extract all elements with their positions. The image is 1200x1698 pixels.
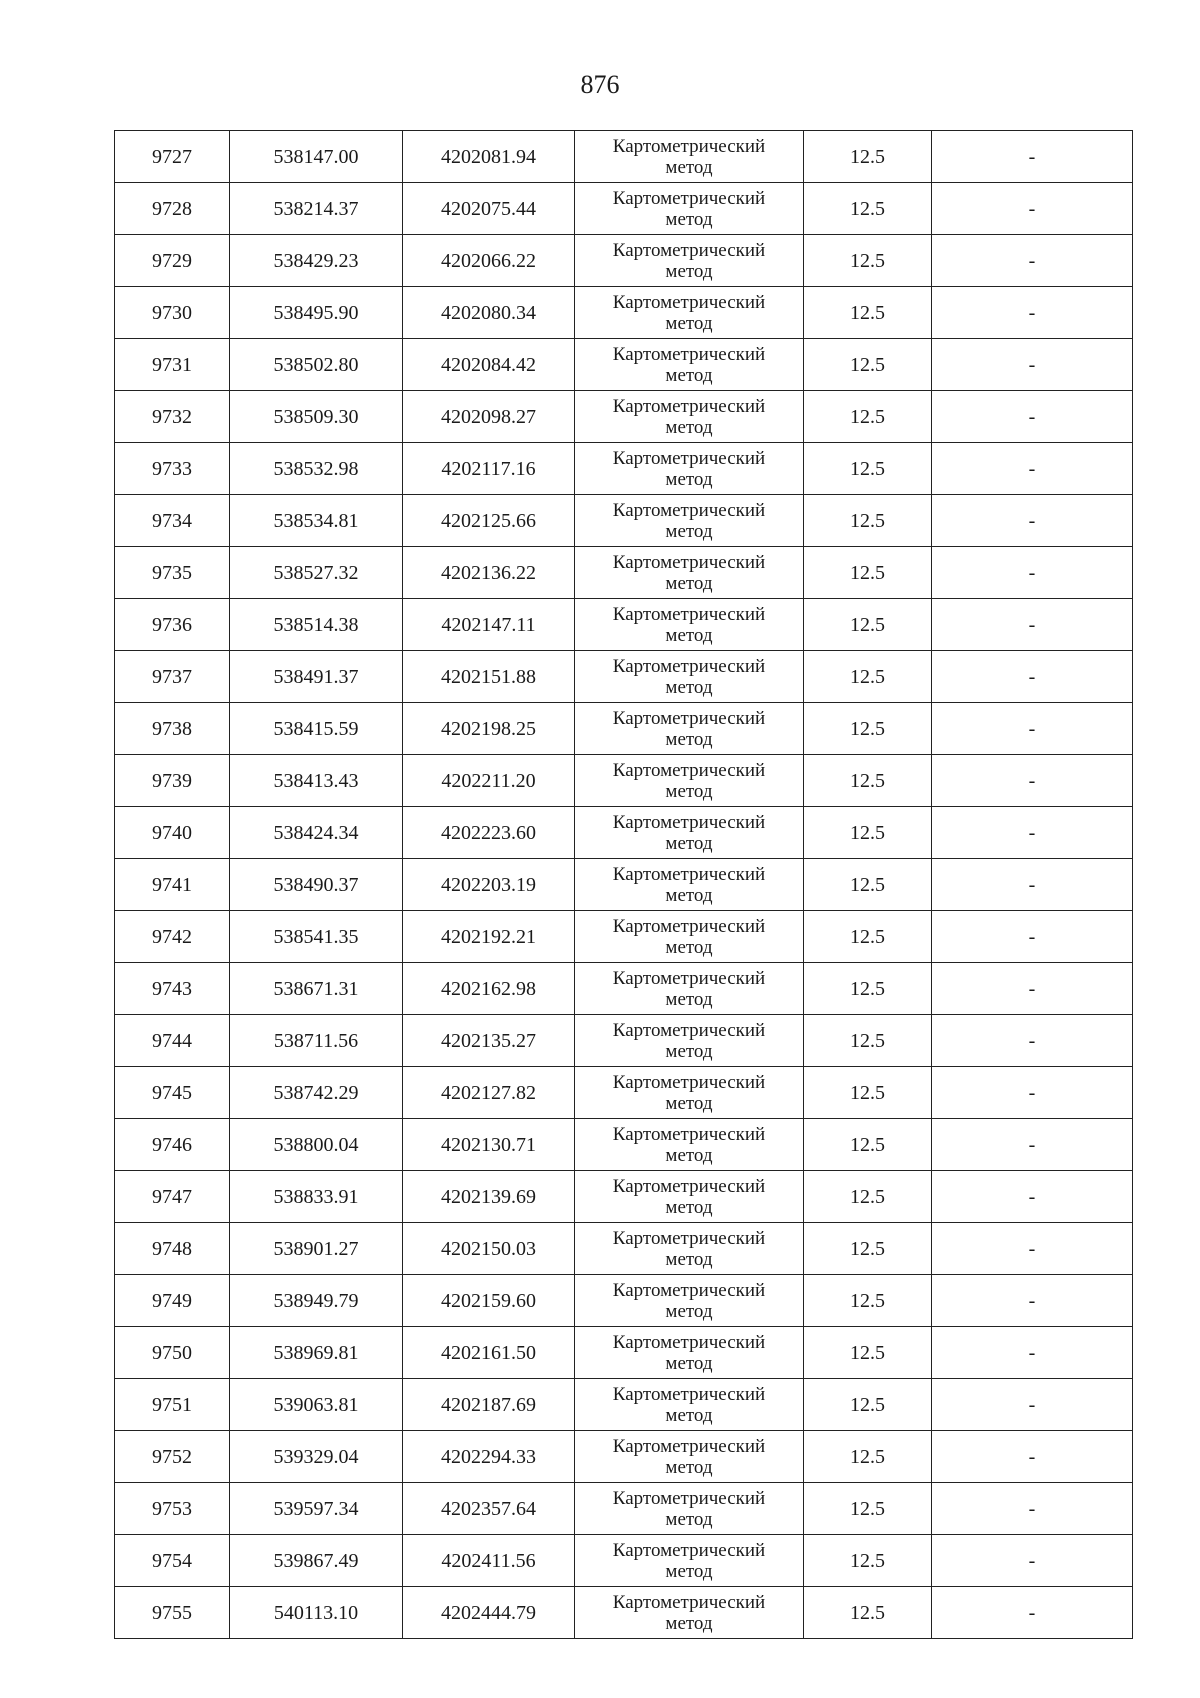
method-cell	[575, 495, 804, 547]
point-number-cell: 9755	[115, 1587, 230, 1639]
method-cell	[575, 1327, 804, 1379]
y-coordinate-cell: 4202098.27	[403, 391, 575, 443]
point-number-cell: 9734	[115, 495, 230, 547]
x-coordinate-cell: 538509.30	[230, 391, 403, 443]
point-number-cell: 9737	[115, 651, 230, 703]
point-number-cell: 9728	[115, 183, 230, 235]
table-row	[115, 1223, 1133, 1275]
method-line-1: Картометрический	[612, 135, 766, 157]
method-line-2: метод	[665, 312, 713, 334]
method-line-1: Картометрический	[612, 1019, 766, 1041]
point-number-cell: 9736	[115, 599, 230, 651]
y-coordinate-cell: 4202127.82	[403, 1067, 575, 1119]
x-coordinate-cell: 538495.90	[230, 287, 403, 339]
y-coordinate-cell: 4202139.69	[403, 1171, 575, 1223]
y-coordinate-cell: 4202203.19	[403, 859, 575, 911]
note-cell: -	[932, 1327, 1133, 1379]
point-number-cell: 9733	[115, 443, 230, 495]
method-line-2: метод	[665, 936, 713, 958]
x-coordinate-cell: 540113.10	[230, 1587, 403, 1639]
y-coordinate-cell: 4202080.34	[403, 287, 575, 339]
table-row	[115, 1171, 1133, 1223]
x-coordinate-cell: 538833.91	[230, 1171, 403, 1223]
x-coordinate-cell: 539867.49	[230, 1535, 403, 1587]
page-number: 876	[580, 70, 620, 99]
x-coordinate-cell: 538490.37	[230, 859, 403, 911]
point-number-cell: 9743	[115, 963, 230, 1015]
y-coordinate-cell: 4202162.98	[403, 963, 575, 1015]
method-line-2: метод	[665, 780, 713, 802]
accuracy-cell: 12.5	[804, 651, 932, 703]
method-line-2: метод	[665, 1144, 713, 1166]
method-cell	[575, 1587, 804, 1639]
x-coordinate-cell: 538514.38	[230, 599, 403, 651]
x-coordinate-cell: 538742.29	[230, 1067, 403, 1119]
y-coordinate-cell: 4202223.60	[403, 807, 575, 859]
accuracy-cell: 12.5	[804, 287, 932, 339]
note-cell: -	[932, 807, 1133, 859]
accuracy-cell: 12.5	[804, 183, 932, 235]
accuracy-cell: 12.5	[804, 495, 932, 547]
method-cell	[575, 1275, 804, 1327]
method-cell	[575, 131, 804, 183]
point-number-cell: 9745	[115, 1067, 230, 1119]
x-coordinate-cell: 539329.04	[230, 1431, 403, 1483]
note-cell: -	[932, 1119, 1133, 1171]
y-coordinate-cell: 4202211.20	[403, 755, 575, 807]
y-coordinate-cell: 4202161.50	[403, 1327, 575, 1379]
x-coordinate-cell: 538541.35	[230, 911, 403, 963]
point-number-cell: 9731	[115, 339, 230, 391]
accuracy-cell: 12.5	[804, 131, 932, 183]
table-row	[115, 807, 1133, 859]
y-coordinate-cell: 4202187.69	[403, 1379, 575, 1431]
table-row	[115, 287, 1133, 339]
note-cell: -	[932, 911, 1133, 963]
point-number-cell: 9735	[115, 547, 230, 599]
method-line-2: метод	[665, 1092, 713, 1114]
method-cell	[575, 391, 804, 443]
method-line-1: Картометрический	[612, 655, 766, 677]
table-row	[115, 651, 1133, 703]
accuracy-cell: 12.5	[804, 391, 932, 443]
x-coordinate-cell: 538711.56	[230, 1015, 403, 1067]
table-row	[115, 1275, 1133, 1327]
method-cell	[575, 755, 804, 807]
note-cell: -	[932, 339, 1133, 391]
accuracy-cell: 12.5	[804, 1535, 932, 1587]
y-coordinate-cell: 4202130.71	[403, 1119, 575, 1171]
method-line-2: метод	[665, 832, 713, 854]
accuracy-cell: 12.5	[804, 963, 932, 1015]
method-cell	[575, 651, 804, 703]
method-line-1: Картометрический	[612, 291, 766, 313]
accuracy-cell: 12.5	[804, 1015, 932, 1067]
x-coordinate-cell: 538415.59	[230, 703, 403, 755]
y-coordinate-cell: 4202147.11	[403, 599, 575, 651]
y-coordinate-cell: 4202135.27	[403, 1015, 575, 1067]
accuracy-cell: 12.5	[804, 859, 932, 911]
y-coordinate-cell: 4202136.22	[403, 547, 575, 599]
table-row	[115, 911, 1133, 963]
method-line-1: Картометрический	[612, 1279, 766, 1301]
table-row	[115, 755, 1133, 807]
table-row	[115, 495, 1133, 547]
point-number-cell: 9730	[115, 287, 230, 339]
note-cell: -	[932, 1535, 1133, 1587]
table-row	[115, 1379, 1133, 1431]
table-row	[115, 1535, 1133, 1587]
method-line-1: Картометрический	[612, 1071, 766, 1093]
method-line-1: Картометрический	[612, 1435, 766, 1457]
method-line-2: метод	[665, 208, 713, 230]
note-cell: -	[932, 235, 1133, 287]
note-cell: -	[932, 1483, 1133, 1535]
x-coordinate-cell: 538424.34	[230, 807, 403, 859]
method-line-1: Картометрический	[612, 395, 766, 417]
method-cell	[575, 1223, 804, 1275]
method-line-1: Картометрический	[612, 603, 766, 625]
point-number-cell: 9729	[115, 235, 230, 287]
accuracy-cell: 12.5	[804, 755, 932, 807]
method-line-2: метод	[665, 1040, 713, 1062]
note-cell: -	[932, 131, 1133, 183]
x-coordinate-cell: 538534.81	[230, 495, 403, 547]
note-cell: -	[932, 651, 1133, 703]
method-line-2: метод	[665, 364, 713, 386]
note-cell: -	[932, 287, 1133, 339]
table-row	[115, 859, 1133, 911]
method-line-2: метод	[665, 156, 713, 178]
point-number-cell: 9740	[115, 807, 230, 859]
y-coordinate-cell: 4202159.60	[403, 1275, 575, 1327]
table-row	[115, 703, 1133, 755]
method-line-2: метод	[665, 1300, 713, 1322]
x-coordinate-cell: 538671.31	[230, 963, 403, 1015]
method-cell	[575, 183, 804, 235]
method-cell	[575, 443, 804, 495]
x-coordinate-cell: 539063.81	[230, 1379, 403, 1431]
method-line-2: метод	[665, 468, 713, 490]
note-cell: -	[932, 599, 1133, 651]
point-number-cell: 9752	[115, 1431, 230, 1483]
method-line-1: Картометрический	[612, 1175, 766, 1197]
note-cell: -	[932, 1431, 1133, 1483]
method-line-1: Картометрический	[612, 759, 766, 781]
table-row	[115, 547, 1133, 599]
accuracy-cell: 12.5	[804, 547, 932, 599]
point-number-cell: 9751	[115, 1379, 230, 1431]
method-cell	[575, 1015, 804, 1067]
y-coordinate-cell: 4202294.33	[403, 1431, 575, 1483]
point-number-cell: 9754	[115, 1535, 230, 1587]
method-line-2: метод	[665, 1508, 713, 1530]
y-coordinate-cell: 4202151.88	[403, 651, 575, 703]
x-coordinate-cell: 538147.00	[230, 131, 403, 183]
point-number-cell: 9741	[115, 859, 230, 911]
table-row	[115, 443, 1133, 495]
point-number-cell: 9744	[115, 1015, 230, 1067]
method-cell	[575, 1483, 804, 1535]
accuracy-cell: 12.5	[804, 235, 932, 287]
method-line-2: метод	[665, 988, 713, 1010]
method-cell	[575, 599, 804, 651]
method-line-1: Картометрический	[612, 1227, 766, 1249]
table-row	[115, 1119, 1133, 1171]
method-line-1: Картометрический	[612, 811, 766, 833]
method-cell	[575, 703, 804, 755]
method-line-1: Картометрический	[612, 1123, 766, 1145]
x-coordinate-cell: 538800.04	[230, 1119, 403, 1171]
point-number-cell: 9753	[115, 1483, 230, 1535]
note-cell: -	[932, 183, 1133, 235]
note-cell: -	[932, 1171, 1133, 1223]
x-coordinate-cell: 538527.32	[230, 547, 403, 599]
table-row	[115, 235, 1133, 287]
method-line-2: метод	[665, 884, 713, 906]
note-cell: -	[932, 1587, 1133, 1639]
method-line-1: Картометрический	[612, 187, 766, 209]
note-cell: -	[932, 963, 1133, 1015]
method-cell	[575, 1379, 804, 1431]
x-coordinate-cell: 538491.37	[230, 651, 403, 703]
note-cell: -	[932, 1067, 1133, 1119]
table-row	[115, 339, 1133, 391]
method-line-1: Картометрический	[612, 707, 766, 729]
x-coordinate-cell: 539597.34	[230, 1483, 403, 1535]
note-cell: -	[932, 1015, 1133, 1067]
accuracy-cell: 12.5	[804, 339, 932, 391]
method-line-2: метод	[665, 624, 713, 646]
method-line-2: метод	[665, 260, 713, 282]
method-line-1: Картометрический	[612, 915, 766, 937]
note-cell: -	[932, 1379, 1133, 1431]
x-coordinate-cell: 538429.23	[230, 235, 403, 287]
method-line-1: Картометрический	[612, 239, 766, 261]
method-line-2: метод	[665, 728, 713, 750]
method-line-1: Картометрический	[612, 1331, 766, 1353]
accuracy-cell: 12.5	[804, 1431, 932, 1483]
method-cell	[575, 807, 804, 859]
table-row	[115, 1587, 1133, 1639]
accuracy-cell: 12.5	[804, 1483, 932, 1535]
note-cell: -	[932, 1275, 1133, 1327]
method-cell	[575, 287, 804, 339]
accuracy-cell: 12.5	[804, 1327, 932, 1379]
note-cell: -	[932, 495, 1133, 547]
method-cell	[575, 1171, 804, 1223]
method-cell	[575, 1119, 804, 1171]
method-line-1: Картометрический	[612, 1591, 766, 1613]
table-row	[115, 963, 1133, 1015]
x-coordinate-cell: 538949.79	[230, 1275, 403, 1327]
accuracy-cell: 12.5	[804, 911, 932, 963]
y-coordinate-cell: 4202357.64	[403, 1483, 575, 1535]
method-line-1: Картометрический	[612, 447, 766, 469]
table-row	[115, 1015, 1133, 1067]
table-row	[115, 1483, 1133, 1535]
y-coordinate-cell: 4202084.42	[403, 339, 575, 391]
method-cell	[575, 859, 804, 911]
y-coordinate-cell: 4202150.03	[403, 1223, 575, 1275]
method-line-2: метод	[665, 1560, 713, 1582]
accuracy-cell: 12.5	[804, 1171, 932, 1223]
note-cell: -	[932, 391, 1133, 443]
method-cell	[575, 235, 804, 287]
accuracy-cell: 12.5	[804, 1379, 932, 1431]
point-number-cell: 9742	[115, 911, 230, 963]
point-number-cell: 9748	[115, 1223, 230, 1275]
accuracy-cell: 12.5	[804, 703, 932, 755]
note-cell: -	[932, 1223, 1133, 1275]
method-line-2: метод	[665, 676, 713, 698]
method-cell	[575, 1535, 804, 1587]
table-row	[115, 1327, 1133, 1379]
point-number-cell: 9739	[115, 755, 230, 807]
method-line-2: метод	[665, 1456, 713, 1478]
y-coordinate-cell: 4202117.16	[403, 443, 575, 495]
accuracy-cell: 12.5	[804, 1275, 932, 1327]
table-row	[115, 599, 1133, 651]
y-coordinate-cell: 4202444.79	[403, 1587, 575, 1639]
table-row	[115, 1067, 1133, 1119]
x-coordinate-cell: 538969.81	[230, 1327, 403, 1379]
table-row	[115, 131, 1133, 183]
note-cell: -	[932, 547, 1133, 599]
method-line-1: Картометрический	[612, 967, 766, 989]
method-cell	[575, 1067, 804, 1119]
method-line-1: Картометрический	[612, 551, 766, 573]
accuracy-cell: 12.5	[804, 1223, 932, 1275]
point-number-cell: 9738	[115, 703, 230, 755]
method-cell	[575, 911, 804, 963]
y-coordinate-cell: 4202066.22	[403, 235, 575, 287]
point-number-cell: 9750	[115, 1327, 230, 1379]
y-coordinate-cell: 4202075.44	[403, 183, 575, 235]
method-line-2: метод	[665, 1248, 713, 1270]
method-line-1: Картометрический	[612, 1539, 766, 1561]
accuracy-cell: 12.5	[804, 443, 932, 495]
point-number-cell: 9747	[115, 1171, 230, 1223]
method-line-1: Картометрический	[612, 1487, 766, 1509]
y-coordinate-cell: 4202081.94	[403, 131, 575, 183]
note-cell: -	[932, 443, 1133, 495]
method-cell	[575, 963, 804, 1015]
accuracy-cell: 12.5	[804, 1119, 932, 1171]
x-coordinate-cell: 538532.98	[230, 443, 403, 495]
point-number-cell: 9749	[115, 1275, 230, 1327]
note-cell: -	[932, 859, 1133, 911]
accuracy-cell: 12.5	[804, 1587, 932, 1639]
method-cell	[575, 547, 804, 599]
method-line-1: Картометрический	[612, 863, 766, 885]
x-coordinate-cell: 538901.27	[230, 1223, 403, 1275]
point-number-cell: 9732	[115, 391, 230, 443]
method-line-2: метод	[665, 520, 713, 542]
accuracy-cell: 12.5	[804, 807, 932, 859]
y-coordinate-cell: 4202192.21	[403, 911, 575, 963]
x-coordinate-cell: 538413.43	[230, 755, 403, 807]
note-cell: -	[932, 755, 1133, 807]
y-coordinate-cell: 4202125.66	[403, 495, 575, 547]
accuracy-cell: 12.5	[804, 599, 932, 651]
x-coordinate-cell: 538214.37	[230, 183, 403, 235]
y-coordinate-cell: 4202198.25	[403, 703, 575, 755]
method-line-2: метод	[665, 1404, 713, 1426]
method-line-2: метод	[665, 1196, 713, 1218]
point-number-cell: 9746	[115, 1119, 230, 1171]
method-line-1: Картометрический	[612, 343, 766, 365]
y-coordinate-cell: 4202411.56	[403, 1535, 575, 1587]
note-cell: -	[932, 703, 1133, 755]
method-line-2: метод	[665, 1352, 713, 1374]
table-row	[115, 391, 1133, 443]
method-line-2: метод	[665, 416, 713, 438]
accuracy-cell: 12.5	[804, 1067, 932, 1119]
method-line-2: метод	[665, 1612, 713, 1634]
coordinates-table	[114, 130, 1133, 1639]
x-coordinate-cell: 538502.80	[230, 339, 403, 391]
method-line-2: метод	[665, 572, 713, 594]
table-row	[115, 1431, 1133, 1483]
coordinates-table-body	[115, 131, 1133, 1639]
method-cell	[575, 1431, 804, 1483]
method-cell	[575, 339, 804, 391]
method-line-1: Картометрический	[612, 499, 766, 521]
method-line-1: Картометрический	[612, 1383, 766, 1405]
point-number-cell: 9727	[115, 131, 230, 183]
table-row	[115, 183, 1133, 235]
